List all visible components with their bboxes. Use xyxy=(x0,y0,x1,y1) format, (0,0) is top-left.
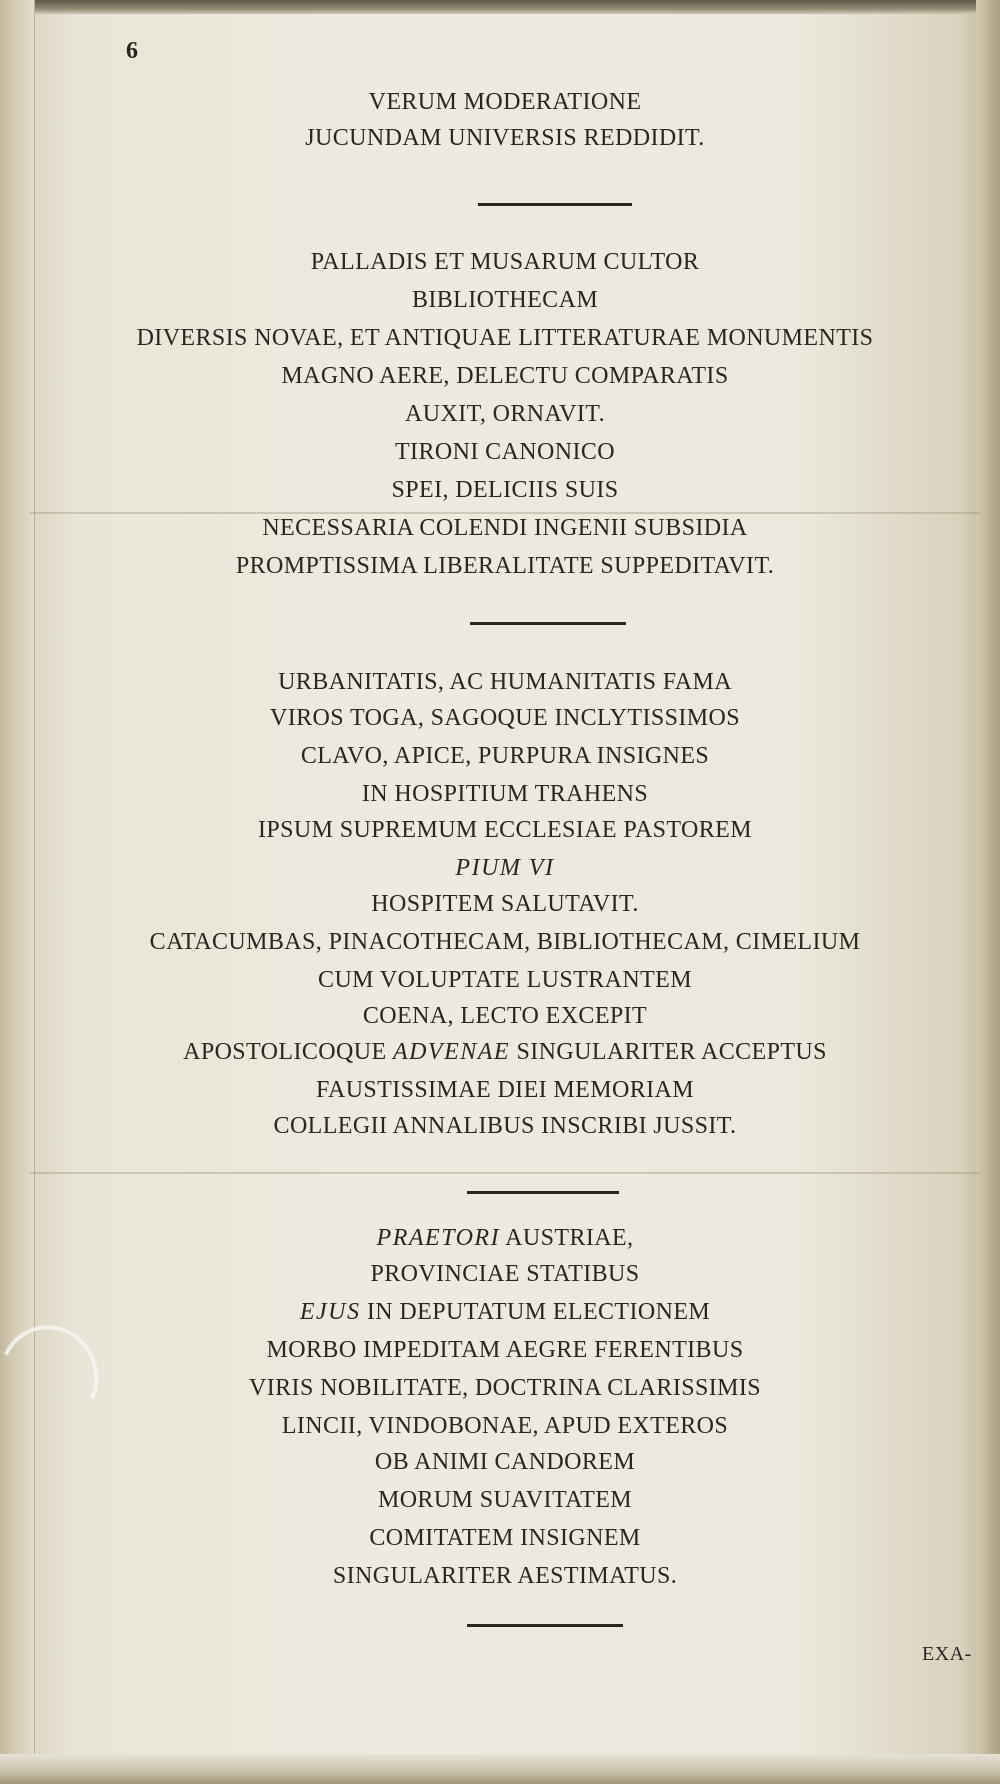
text-segment: PALLADIS ET MUSARUM CULTOR xyxy=(310,249,700,275)
text-line xyxy=(30,1484,980,1516)
text-segment: IN DEPUTATUM ELECTIONEM xyxy=(360,1299,711,1325)
text-segment: SINGULARITER ACCEPTUS xyxy=(510,1039,827,1065)
text-segment: SPEI, DELICIIS SUIS xyxy=(391,477,619,503)
text-segment: SINGULARITER AESTIMATUS. xyxy=(332,1563,678,1589)
section-divider-rule xyxy=(467,1624,623,1627)
text-segment: COLLEGII ANNALIBUS INSCRIBI JUSSIT. xyxy=(273,1113,737,1139)
italic-text: PIUM VI xyxy=(455,855,555,881)
text-segment: TIRONI CANONICO xyxy=(395,439,615,465)
text-line xyxy=(30,666,980,698)
text-segment: JUCUNDAM UNIVERSIS REDDIDIT. xyxy=(305,125,705,151)
text-line xyxy=(30,814,980,846)
text-line xyxy=(30,322,980,354)
section-divider-rule xyxy=(478,203,632,206)
text-line xyxy=(30,436,980,468)
section-divider-rule xyxy=(467,1191,619,1194)
text-segment: IN HOSPITIUM TRAHENS xyxy=(361,781,649,807)
text-line xyxy=(30,1296,980,1328)
text-line xyxy=(30,398,980,430)
text-line xyxy=(30,246,980,278)
text-segment: VIROS TOGA, SAGOQUE INCLYTISSIMOS xyxy=(270,705,740,731)
text-segment: COMITATEM INSIGNEM xyxy=(369,1525,641,1551)
text-line xyxy=(30,1410,980,1442)
text-segment: MAGNO AERE, DELECTU COMPARATIS xyxy=(281,363,729,389)
text-segment: OB ANIMI CANDOREM xyxy=(374,1449,636,1475)
text-segment: BIBLIOTHECAM xyxy=(411,287,599,313)
text-line xyxy=(30,702,980,734)
text-segment: VERUM MODERATIONE xyxy=(368,89,642,115)
text-segment: MORUM SUAVITATEM xyxy=(377,1487,633,1513)
text-segment: LINCII, VINDOBONAE, APUD EXTEROS xyxy=(281,1413,729,1439)
text-line xyxy=(30,284,980,316)
text-segment: MORBO IMPEDITAM AEGRE FERENTIBUS xyxy=(266,1337,744,1363)
text-line xyxy=(30,86,980,118)
text-segment: VIRIS NOBILITATE, DOCTRINA CLARISSIMIS xyxy=(249,1375,761,1401)
text-segment: COENA, LECTO EXCEPIT xyxy=(362,1003,648,1029)
printed-page xyxy=(30,10,980,1755)
italic-text: PRAETORI xyxy=(376,1225,501,1251)
text-line xyxy=(30,360,980,392)
text-line xyxy=(30,1074,980,1106)
catchword: EXA- xyxy=(922,1643,972,1665)
section-divider-rule xyxy=(470,622,626,625)
text-segment: NECESSARIA COLENDI INGENII SUBSIDIA xyxy=(262,515,748,541)
text-line xyxy=(30,888,980,920)
italic-text: EJUS xyxy=(299,1299,361,1325)
text-segment: DIVERSIS NOVAE, ET ANTIQUAE LITTERATURAE MONUMENTIS xyxy=(136,325,874,351)
text-segment: CLAVO, APICE, PURPURA INSIGNES xyxy=(300,743,710,769)
text-segment: URBANITATIS, AC HUMANITATIS FAMA xyxy=(278,669,732,695)
text-line xyxy=(30,1222,980,1254)
text-segment: FAUSTISSIMAE DIEI MEMORIAM xyxy=(316,1077,694,1103)
text-line xyxy=(30,1560,980,1592)
text-line xyxy=(30,474,980,506)
text-line xyxy=(30,512,980,544)
text-line xyxy=(30,964,980,996)
italic-text: ADVENAE xyxy=(392,1039,511,1065)
text-line xyxy=(30,1258,980,1290)
text-line xyxy=(30,852,980,884)
text-line xyxy=(30,1334,980,1366)
text-line xyxy=(30,1446,980,1478)
text-line xyxy=(30,550,980,582)
text-line xyxy=(30,926,980,958)
text-line xyxy=(30,122,980,154)
text-segment: AUSTRIAE, xyxy=(500,1225,634,1251)
text-segment: HOSPITEM SALUTAVIT. xyxy=(371,891,639,917)
text-segment: AUXIT, ORNAVIT. xyxy=(405,401,605,427)
text-line xyxy=(30,1000,980,1032)
text-line xyxy=(30,1036,980,1068)
page-number: 6 xyxy=(126,38,138,64)
text-line xyxy=(30,778,980,810)
text-line xyxy=(30,1522,980,1554)
page-bottom-edge xyxy=(0,1754,1000,1784)
text-segment: IPSUM SUPREMUM ECCLESIAE PASTOREM xyxy=(258,817,752,843)
text-line xyxy=(30,1372,980,1404)
text-segment: APOSTOLICOQUE xyxy=(183,1039,393,1065)
text-segment: CATACUMBAS, PINACOTHECAM, BIBLIOTHECAM, CIMELIUM xyxy=(149,929,861,955)
text-line xyxy=(30,740,980,772)
text-segment: PROVINCIAE STATIBUS xyxy=(370,1261,640,1287)
text-segment: CUM VOLUPTATE LUSTRANTEM xyxy=(318,967,692,993)
text-segment: PROMPTISSIMA LIBERALITATE SUPPEDITAVIT. xyxy=(235,553,775,579)
text-line xyxy=(30,1110,980,1142)
